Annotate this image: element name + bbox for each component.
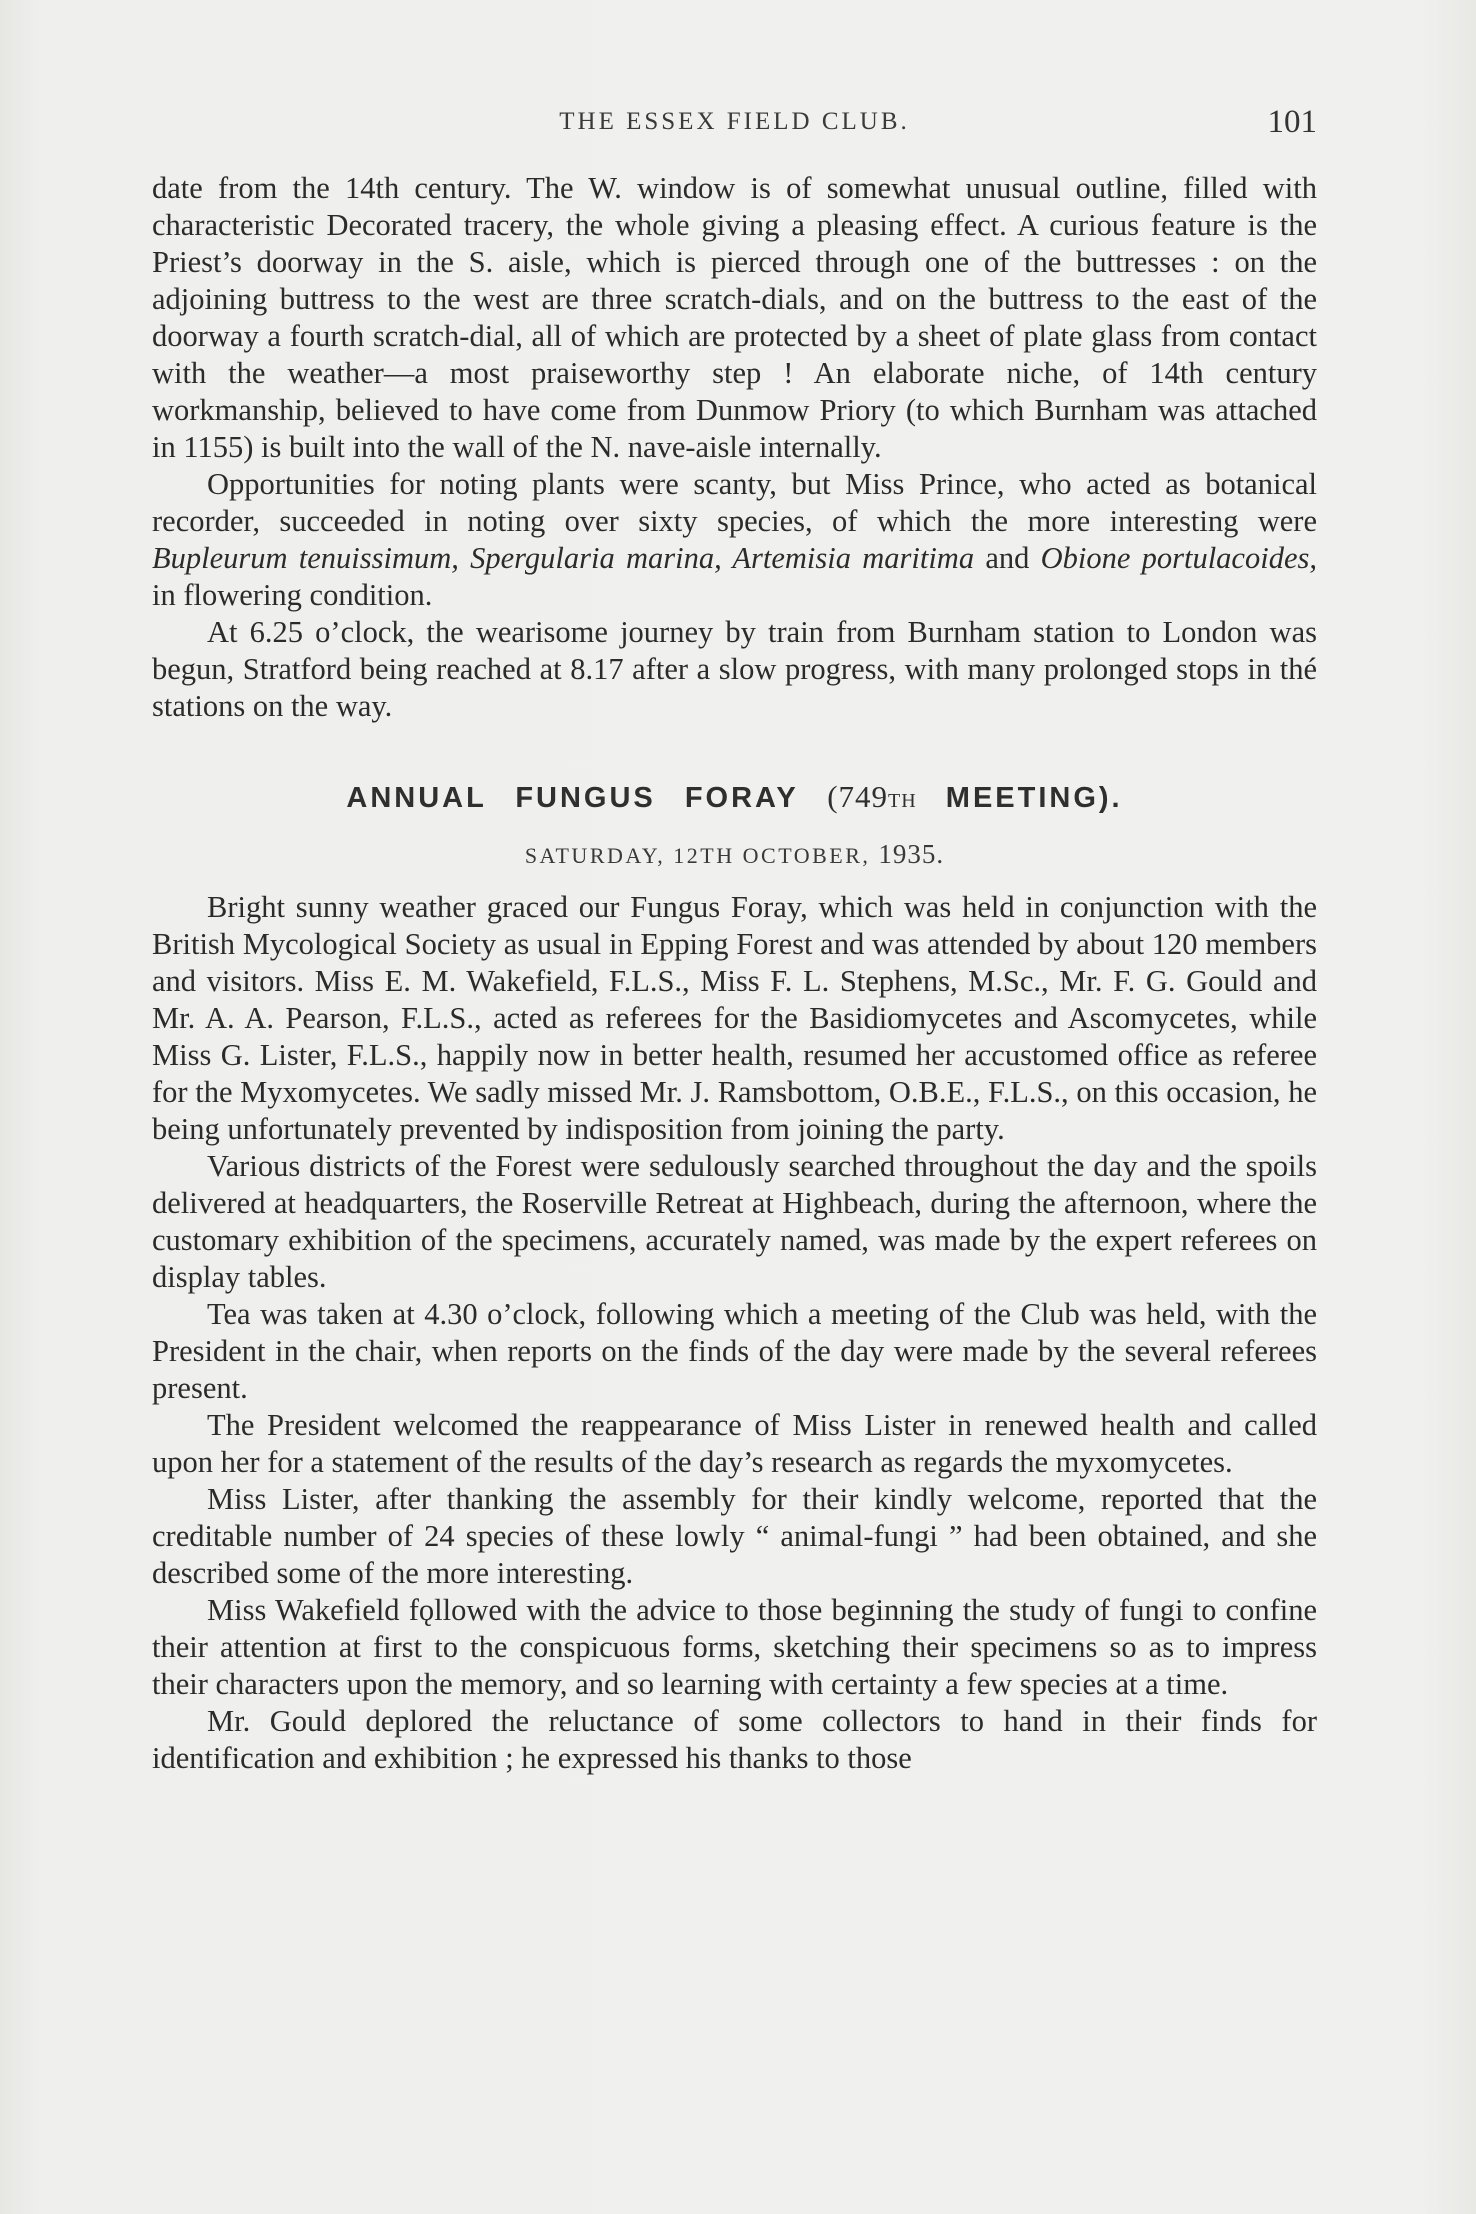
paragraph-forest-search: Various districts of the Forest were sedulously searched throughout the day and the spoils delivered at headquarters, the Roserville Retreat at Highbeach, during the afternoon, where the customary exhibition of the specimens, accurately named, was made by the expert referees on display tables. <box>152 1149 1317 1294</box>
paragraph-church-description: date from the 14th century. The W. window is of somewhat unusual outline, filled with characteristic Decorated tracery, the whole giving a pleasing effect. A curious feature is the Priest’s doorway in the S. aisle, which is pierced through one of the buttresses : on the adjoining buttress to the west are three scratch-dials, and on the buttress to the east of the doorway a fourth scratch-dial, all of which are protected by a sheet of plate glass from contact with the weather—a most praiseworthy step ! An elaborate niche, of 14th century workmanship, believed to have come from Dunmow Priory (to which Burnham was attached in 1155) is built into the wall of the N. nave-aisle internally. <box>152 171 1317 464</box>
botany-text-before: Opportunities for noting plants were scanty, but Miss Prince, who acted as botanical recorder, succeeded in noting over sixty species, of which the more interesting were <box>152 467 1317 538</box>
paragraph-botany <box>152 466 1317 614</box>
date-line: SATURDAY, 12TH OCTOBER, <box>524 843 871 868</box>
species-list-1: Bupleurum tenuissimum, Spergularia marina, Artemisia maritima <box>152 541 975 575</box>
running-title: THE ESSEX FIELD CLUB. <box>559 108 910 135</box>
page-number: 101 <box>1267 104 1317 140</box>
species-list-2: Obione portulacoides, <box>1040 541 1317 575</box>
section-date <box>152 839 1317 871</box>
paragraph-tea-meeting: Tea was taken at 4.30 o’clock, following which a meeting of the Club was held, with the President in the chair, when reports on the finds of the day were made by the several referees present. <box>152 1297 1317 1405</box>
section-heading <box>152 777 1317 821</box>
botany-text-after: in flowering condition. <box>152 578 433 612</box>
body-text <box>152 170 1317 1777</box>
date-year: 1935. <box>878 839 945 869</box>
paragraph-miss-wakefield: Miss Wakefield fǫllowed with the advice to those beginning the study of fungi to confine their attention at first to the conspicuous forms, sketching their specimens so as to impress their characters upon the memory, and so learning with certainty a few species at a time. <box>152 1593 1317 1701</box>
paragraph-foray-intro: Bright sunny weather graced our Fungus Foray, which was held in conjunction with the British Mycological Society as usual in Epping Forest and was attended by about 120 members and visitors. Miss E. M. Wakefield, F.L.S., Miss F. L. Stephens, M.Sc., Mr. F. G. Gould and Mr. A. A. Pearson, F.L.S., acted as referees for the Basidiomycetes and Ascomycetes, while Miss G. Lister, F.L.S., happily now in better health, resumed her accustomed office as referee for the Myxomycetes. We sadly missed Mr. J. Ramsbottom, O.B.E., F.L.S., on this occasion, he being unfortunately prevented by indisposition from joining the party. <box>152 890 1317 1146</box>
paragraph-mr-gould: Mr. Gould deplored the reluctance of some collectors to hand in their finds for identification and exhibition ; he expressed his thanks to those <box>152 1704 1317 1775</box>
section-heading-main: ANNUAL FUNGUS FORAY <box>346 782 799 814</box>
section-heading-end: MEETING). <box>945 782 1123 814</box>
running-head <box>152 104 1317 144</box>
meeting-number: (749TH <box>827 779 917 814</box>
paragraph-miss-lister: Miss Lister, after thanking the assembly for their kindly welcome, reported that the creditable number of 24 species of these lowly “ animal-fungi ” had been obtained, and she described some of the more interesting. <box>152 1482 1317 1590</box>
paragraph-president: The President welcomed the reappearance of Miss Lister in renewed health and called upon her for a statement of the results of the day’s research as regards the myxomycetes. <box>152 1408 1317 1479</box>
botany-text-and: and <box>974 541 1041 575</box>
paragraph-return-journey: At 6.25 o’clock, the wearisome journey by train from Burnham station to London was begun, Stratford being reached at 8.17 after a slow progress, with many prolonged stops in thé stations on the way. <box>152 615 1317 723</box>
